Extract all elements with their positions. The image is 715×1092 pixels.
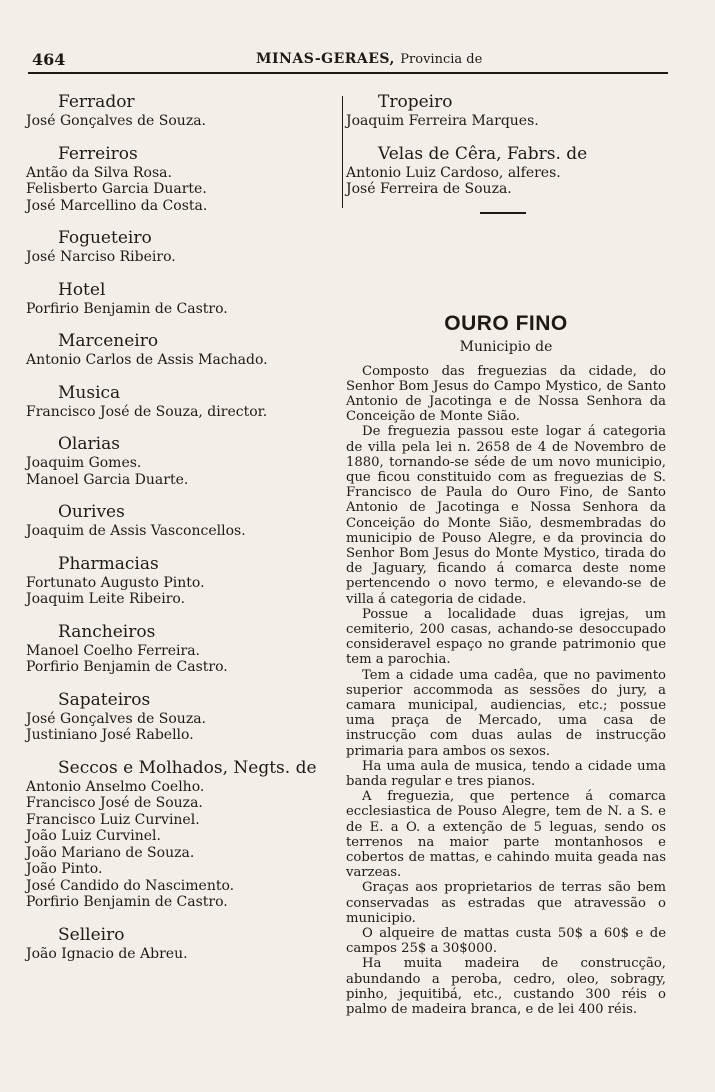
left-column (26, 92, 336, 976)
page-header (28, 50, 668, 74)
entry: Francisco José de Souza. (26, 795, 203, 811)
entry: José Candido do Nascimento. (26, 877, 235, 894)
section-heading: Sapateiros (58, 689, 151, 710)
entry: Antonio Anselmo Coelho. (26, 778, 205, 795)
entry: João Luiz Curvinel. (26, 828, 161, 844)
directory-section (346, 144, 666, 198)
directory-section (26, 434, 336, 488)
entry: Francisco Luiz Curvinel. (26, 811, 200, 828)
directory-section (26, 228, 336, 266)
paragraph: Possue a localidade duas igrejas, um cemiterio, 200 casas, achando-se desoccupado consideravel espaço no grande patrimonio que tem a parochia. (346, 606, 666, 668)
entry: João Ignacio de Abreu. (26, 945, 188, 962)
entry: Felisberto Garcia Duarte. (26, 181, 207, 197)
paragraph: De freguezia passou este logar á categoria de villa pela lei n. 2658 de 4 de Novembro de 1880, tornando-se séde de um novo municipio, que ficou constituido com as freguezias de S. Francisco de Paula do Ouro Fino, de Santo Antonio de Jacotinga e Nossa Senhora da Conceição do Monte Sião, desmembradas do municipio de Pouso Alegre, e da provincia do Senhor Bom Jesus do Monte Mystico, tirada do de Jaguary, ficando á comarca deste nome pertencendo o novo termo, e elevando-se de villa á categoria de cidade. (346, 424, 666, 607)
paragraph: Tem a cidade uma cadêa, que no pavimento superior accommoda as sessões do jury, a camara municipal, audiencias, etc.; possue uma praça de Mercado, uma casa de instrucção com duas aulas de instrucção primaria para ambos os sexos. (346, 667, 666, 759)
town-subtitle: Municipio de (459, 338, 553, 355)
paragraph: Ha uma aula de musica, tendo a cidade uma banda regular e tres pianos. (346, 758, 666, 789)
entry: João Mariano de Souza. (26, 844, 195, 861)
section-heading: Seccos e Molhados, Negts. de (58, 757, 317, 778)
section-heading: Velas de Cêra, Fabrs. de (378, 143, 588, 164)
section-heading: Marceneiro (58, 331, 159, 351)
paragraph: Graças aos proprietarios de terras são bem conservadas as estradas que atravessão o municipio. (346, 880, 666, 926)
entry: Porfirio Benjamin de Castro. (26, 300, 228, 317)
column-divider (342, 96, 343, 208)
entry: José Gonçalves de Souza. (26, 710, 206, 727)
entry: Manoel Coelho Ferreira. (26, 642, 201, 659)
paragraph: Ha muita madeira de construcção, abundando a peroba, cedro, oleo, sobragy, pinho, jequitibá, etc., custando 300 réis o palmo de madeira branca, e de lei 400 réis. (346, 956, 666, 1018)
section-rule (480, 212, 526, 214)
directory-section (26, 502, 336, 540)
section-heading: Musica (58, 382, 121, 403)
running-title-sub: Provincia de (400, 52, 483, 67)
section-heading: Fogueteiro (58, 228, 152, 248)
section-heading: Tropeiro (378, 92, 453, 112)
section-heading: Rancheiros (58, 621, 156, 642)
paragraph: Composto das freguezias da cidade, do Senhor Bom Jesus do Campo Mystico, de Santo Antonio de Jacotinga e de Nossa Senhora da Conceição de Monte Sião. (346, 363, 666, 425)
right-column (346, 92, 666, 1017)
section-heading: Pharmacias (58, 553, 159, 574)
directory-section (26, 622, 336, 676)
directory-section (346, 92, 666, 130)
paragraph: A freguezia, que pertence á comarca ecclesiastica de Pouso Alegre, tem de N. a S. e de E. a O. a extenção de 5 leguas, sendo os terrenos na maior parte montanhosos e cobertos de mattas, e cahindo muita geada nas varzeas. (346, 789, 666, 881)
section-heading: Ferreiros (58, 143, 138, 164)
entry: Joaquim de Assis Vasconcellos. (26, 523, 246, 539)
page-number: 464 (32, 50, 66, 69)
directory-section (26, 554, 336, 608)
entry: Porfirio Benjamin de Castro. (26, 894, 228, 910)
entry: Antonio Luiz Cardoso, alferes. (346, 164, 561, 181)
entry: Manoel Garcia Duarte. (26, 471, 189, 488)
entry: José Gonçalves de Souza. (26, 113, 206, 129)
entry: Justiniano José Rabello. (26, 727, 194, 743)
directory-section (26, 925, 336, 963)
directory-section (26, 383, 336, 421)
paragraph: O alqueire de mattas custa 50$ a 60$ e de campos 25$ a 30$000. (346, 926, 666, 957)
entry: Francisco José de Souza, director. (26, 403, 268, 420)
section-heading: Selleiro (58, 924, 125, 945)
running-title-main: MINAS-GERAES, (256, 51, 395, 67)
section-heading: Hotel (58, 279, 106, 300)
entry: João Pinto. (26, 861, 103, 877)
section-heading: Olarias (58, 434, 120, 454)
entry: Porfirio Benjamin de Castro. (26, 659, 228, 675)
entry: Joaquim Gomes. (26, 455, 142, 471)
directory-section (26, 280, 336, 318)
entry: Antão da Silva Rosa. (26, 164, 172, 181)
entry: José Marcellino da Costa. (26, 197, 208, 214)
entry: Joaquim Leite Ribeiro. (26, 591, 186, 607)
entry: Fortunato Augusto Pinto. (26, 574, 205, 591)
entry: Joaquim Ferreira Marques. (346, 113, 539, 129)
entry: Antonio Carlos de Assis Machado. (26, 352, 268, 368)
section-heading: Ferrador (58, 92, 135, 112)
entry: José Narciso Ribeiro. (26, 249, 176, 265)
entry: José Ferreira de Souza. (346, 181, 512, 197)
town-title: OURO FINO (444, 311, 568, 335)
directory-section (26, 92, 336, 130)
directory-section (26, 331, 336, 369)
directory-section (26, 690, 336, 744)
section-heading: Ourives (58, 502, 125, 522)
directory-section (26, 758, 336, 911)
running-title (256, 51, 482, 67)
directory-section (26, 144, 336, 215)
